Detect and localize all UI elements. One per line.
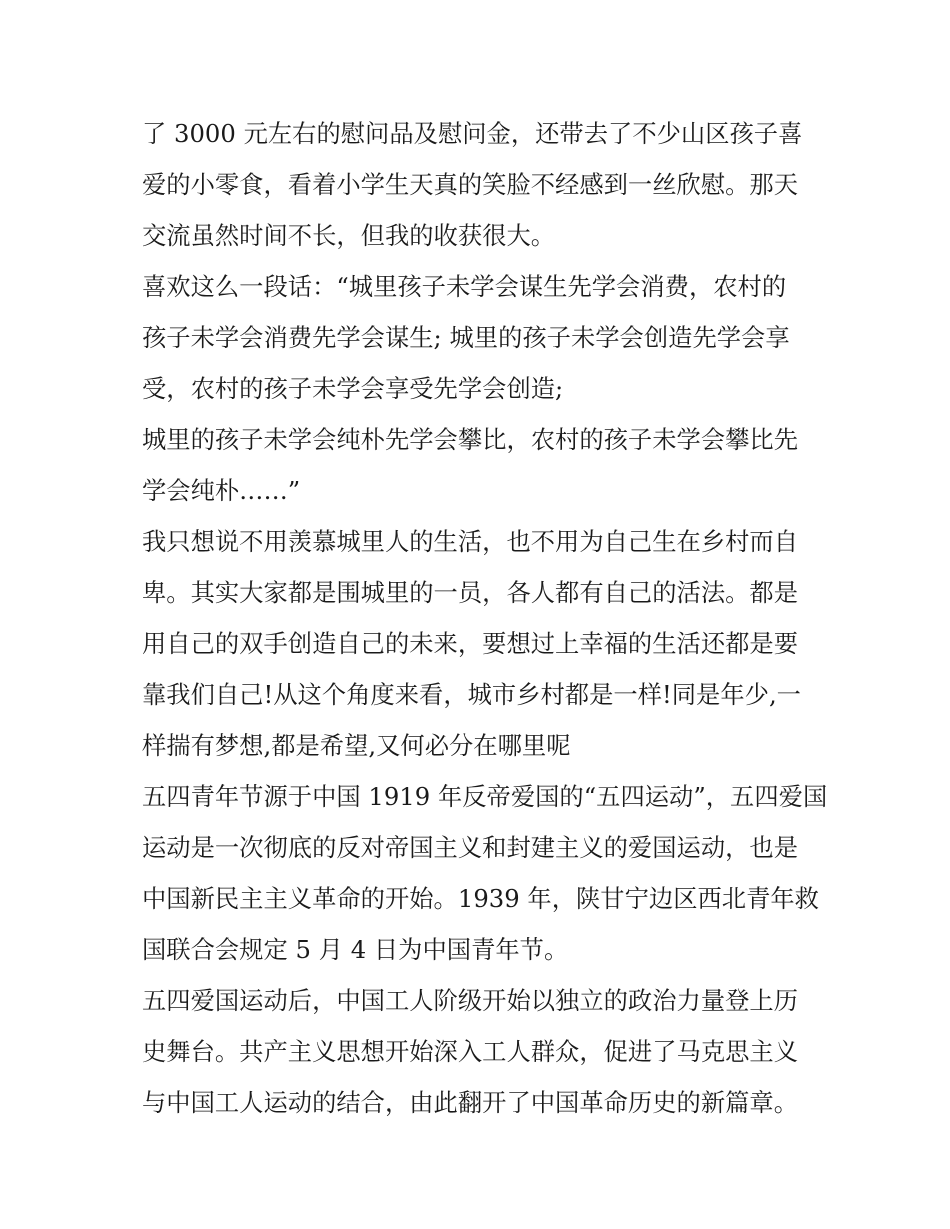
text-line: 受，农村的孩子未学会享受先学会创造; <box>142 374 564 403</box>
text-line: 中国新民主主义革命的开始。1939 年，陕甘宁边区西北青年救 <box>142 884 819 913</box>
text-line: 城里的孩子未学会纯朴先学会攀比，农村的孩子未学会攀比先 <box>142 425 799 454</box>
text-line: 与中国工人运动的结合，由此翻开了中国革命历史的新篇章。 <box>142 1088 799 1117</box>
text-line: 爱的小零食，看着小学生天真的笑脸不经感到一丝欣慰。那天 <box>142 170 799 199</box>
text-line: 孩子未学会消费先学会谋生; 城里的孩子未学会创造先学会享 <box>142 323 790 352</box>
text-line: 喜欢这么一段话：“城里孩子未学会谋生先学会消费，农村的 <box>142 272 787 301</box>
text-line: 用自己的双手创造自己的未来，要想过上幸福的生活还都是要 <box>142 629 799 658</box>
text-line: 交流虽然时间不长，但我的收获很大。 <box>142 221 556 250</box>
text-line: 史舞台。共产主义思想开始深入工人群众，促进了马克思主义 <box>142 1037 799 1066</box>
text-line: 了 3000 元左右的慰问品及慰问金，还带去了不少山区孩子喜 <box>142 119 803 148</box>
text-line: 五四青年节源于中国 1919 年反帝爱国的“五四运动”，五四爱国 <box>142 782 828 811</box>
text-line: 靠我们自己!从这个角度来看，城市乡村都是一样!同是年少,一 <box>142 680 801 709</box>
text-line: 卑。其实大家都是围城里的一员，各人都有自己的活法。都是 <box>142 578 799 607</box>
text-line: 五四爱国运动后，中国工人阶级开始以独立的政治力量登上历 <box>142 986 799 1015</box>
document-body <box>142 108 828 1128</box>
text-line: 我只想说不用羡慕城里人的生活，也不用为自己生在乡村而自 <box>142 527 799 556</box>
text-line: 学会纯朴……” <box>142 476 301 505</box>
text-line: 样揣有梦想,都是希望,又何必分在哪里呢 <box>142 731 571 760</box>
text-line: 国联合会规定 5 月 4 日为中国青年节。 <box>142 935 569 964</box>
text-line: 运动是一次彻底的反对帝国主义和封建主义的爱国运动，也是 <box>142 833 799 862</box>
